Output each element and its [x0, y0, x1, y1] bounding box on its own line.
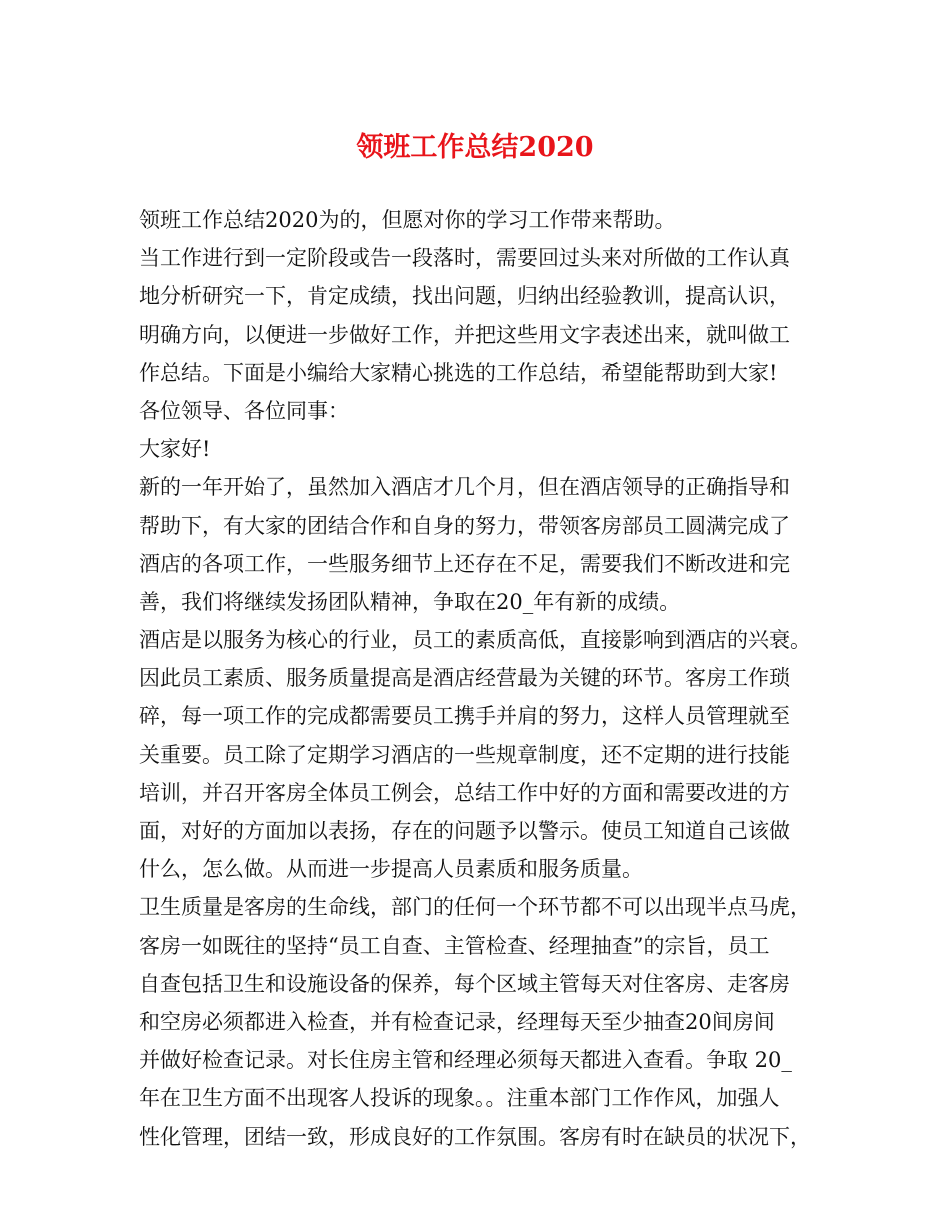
- text-line: 因此员工素质、服务质量提高是酒店经营最为关键的环节。客房工作琐: [139, 666, 790, 691]
- text-line: 并做好检查记录。对长住房主管和经理必须每天都进入查看。争取 20_: [139, 1048, 792, 1073]
- text-line: 碎，每一项工作的完成都需要员工携手并肩的努力，这样人员管理就至: [139, 704, 790, 729]
- text-line: 什么，怎么做。从而进一步提高人员素质和服务质量。: [139, 857, 643, 882]
- text-line: 面，对好的方面加以表扬，存在的问题予以警示。使员工知道自己该做: [139, 819, 790, 843]
- text-line: 帮助下，有大家的团结合作和自身的努力，带领客房部员工圆满完成了: [139, 513, 790, 538]
- text-line: 作总结。下面是小编给大家精心挑选的工作总结，希望能帮助到大家!: [139, 360, 778, 385]
- text-line: 培训，并召开客房全体员工例会，总结工作中好的方面和需要改进的方: [139, 780, 790, 805]
- text-line: 性化管理，团结一致，形成良好的工作氛围。客房有时在缺员的状况下，: [139, 1124, 811, 1149]
- text-line: 客房一如既往的坚持“员工自查、主管检查、经理抽查”的宗旨，员工: [139, 933, 770, 958]
- text-line: 自查包括卫生和设施设备的保养，每个区域主管每天对住客房、走客房: [139, 971, 790, 996]
- text-line: 当工作进行到一定阶段或告一段落时，需要回过头来对所做的工作认真: [139, 246, 790, 271]
- document-title: 领班工作总结2020: [356, 132, 594, 163]
- salutation-line: 各位领导、各位同事：: [139, 398, 349, 423]
- text-line: 善，我们将继续发扬团队精神，争取在20_年有新的成绩。: [139, 589, 681, 614]
- text-line: 年在卫生方面不出现客人投诉的现象。。注重本部门工作作风，加强人: [139, 1086, 780, 1111]
- text-line: 酒店的各项工作，一些服务细节上还存在不足，需要我们不断改进和完: [139, 551, 790, 576]
- text-line: 新的一年开始了，虽然加入酒店才几个月，但在酒店领导的正确指导和: [139, 475, 790, 500]
- text-line: 和空房必须都进入检查，并有检查记录，经理每天至少抽查20间房间: [139, 1009, 775, 1034]
- greeting-line: 大家好!: [139, 437, 211, 462]
- document-body: [139, 201, 829, 1156]
- text-line: 明确方向，以便进一步做好工作，并把这些用文字表述出来，就叫做工: [139, 322, 790, 347]
- text-line: 酒店是以服务为核心的行业，员工的素质高低，直接影响到酒店的兴衰。: [139, 628, 811, 653]
- text-line: 领班工作总结2020为的，但愿对你的学习工作带来帮助。: [139, 208, 676, 232]
- text-line: 地分析研究一下，肯定成绩，找出问题，归纳出经验教训，提高认识，: [139, 284, 790, 309]
- text-line: 关重要。员工除了定期学习酒店的一些规章制度，还不定期的进行技能: [139, 742, 790, 767]
- text-line: 卫生质量是客房的生命线，部门的任何一个环节都不可以出现半点马虎，: [139, 895, 811, 920]
